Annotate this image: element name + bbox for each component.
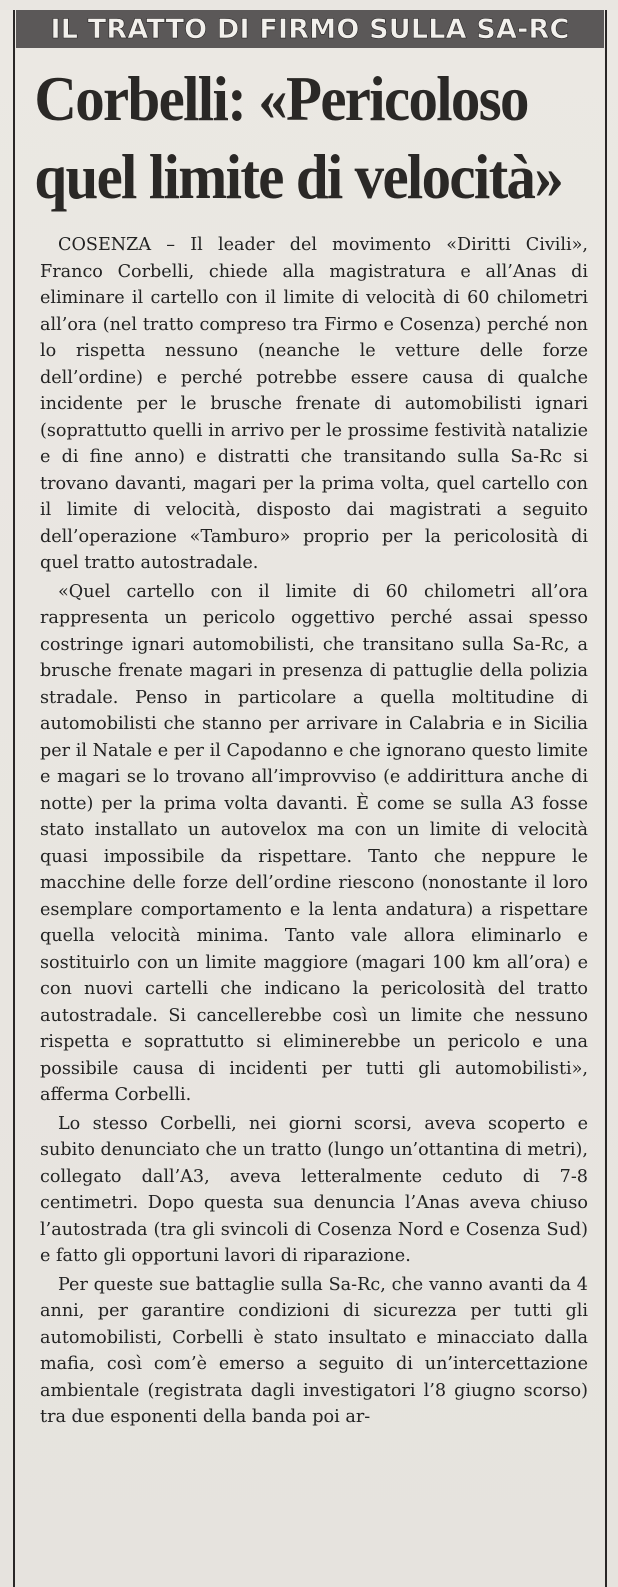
article-paragraph-3: Lo stesso Corbelli, nei giorni scorsi, aveva scoperto e subito denunciato che un tratto (lungo un’ottantina di metri), collegato dall’A3, aveva letteralmente ceduto di 7-8 centimetri. Dopo questa sua denuncia l’Anas aveva chiuso l’autostrada (tra gli svincoli di Cosenza Nord e Cosenza Sud) e fatto gli opportuni lavori di riparazione. <box>40 1113 588 1266</box>
article-paragraph-4: Per queste sue battaglie sulla Sa-Rc, che vanno avanti da 4 anni, per garantire condizioni di sicurezza per tutti gli automobilisti, Corbelli è stato insultato e minacciato dalla mafia, così com’è emerso a seguito di un’intercettazione ambientale (registrata dagli investigatori l’8 giugno scorso) tra due esponenti della banda poi ar- <box>40 1274 588 1427</box>
kicker-bar <box>16 10 604 48</box>
headline-line-2: quel limite di velocità» <box>34 141 563 212</box>
article-body <box>16 232 604 1431</box>
headline <box>16 60 563 216</box>
article-paragraph-2: «Quel cartello con il limite di 60 chilometri all’ora rappresenta un pericolo oggettivo perché assai spesso costringe ignari automobilisti, che transitano sulla Sa-Rc, a brusche frenate magari in presenza di pattuglie della polizia stradale. Penso in particolare a quella moltitudine di automobilisti che stanno per arrivare in Calabria e in Sicilia per il Natale e per il Capodanno e che ignorano questo limite e magari se lo trovano all’improvviso (e addirittura anche di notte) per la prima volta davanti. È come se sulla A3 fosse stato installato un autovelox ma con un limite di velocità quasi impossibile da rispettare. Tanto che neppure le macchine delle forze dell’ordine riescono (nonostante il loro esemplare comportamento e la lenta andatura) a rispettare quella velocità minima. Tanto vale allora eliminarlo e sostituirlo con un limite maggiore (magari 100 km all’ora) e con nuovi cartelli che indicano la pericolosità del tratto autostradale. Si cancellerebbe così un limite che nessuno rispetta e soprattutto si eliminerebbe un pericolo e una possibile causa di incidenti per tutti gli automobilisti», afferma Corbelli. <box>40 581 588 1105</box>
headline-line-1: Corbelli: «Pericoloso <box>34 63 528 134</box>
right-column-rule <box>605 10 607 1587</box>
article-paragraph-1: COSENZA – Il leader del movimento «Diritti Civili», Franco Corbelli, chiede alla magistratura e all’Anas di eliminare il cartello con il limite di velocità di 60 chilometri all’ora (nel tratto compreso tra Firmo e Cosenza) perché non lo rispetta nessuno (neanche le vetture delle forze dell’ordine) e perché potrebbe essere causa di qualche incidente per le brusche frenate di automobilisti ignari (soprattutto quelli in arrivo per le prossime festività natalizie e di fine anno) e distratti che transitando sulla Sa-Rc si trovano davanti, magari per la prima volta, quel cartello con il limite di velocità, disposto dai magistrati a seguito dell’operazione «Tamburo» proprio per la pericolosità di quel tratto autostradale. <box>40 235 588 573</box>
newspaper-clipping <box>0 10 618 1587</box>
left-column-rule <box>13 10 15 1587</box>
kicker-text: IL TRATTO DI FIRMO SULLA SA-RC <box>50 13 570 45</box>
